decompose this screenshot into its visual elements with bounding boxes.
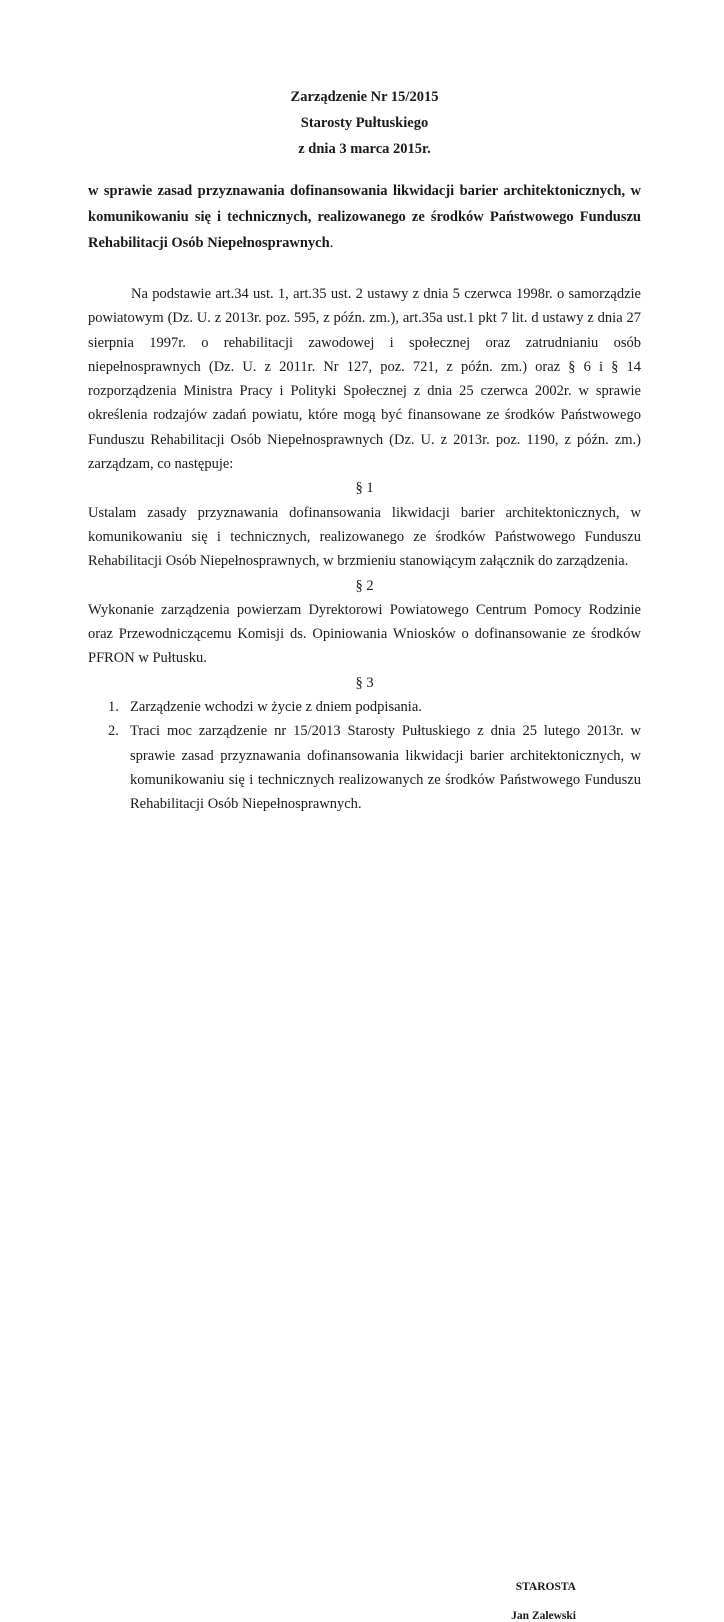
section-3-label: § 3 — [355, 674, 374, 691]
section-1-label: § 1 — [355, 480, 374, 497]
list-item-text: Zarządzenie wchodzi w życie z dniem podpisania. — [130, 699, 422, 716]
title-line-1: Zarządzenie Nr 15/2015 — [290, 89, 439, 105]
document-title — [88, 84, 641, 162]
subject-tail: . — [329, 235, 334, 251]
signature-name: Jan Zalewski — [511, 1609, 576, 1622]
section-3-list — [88, 695, 641, 816]
subject-text: w sprawie zasad przyznawania dofinansowania likwidacji barier architektonicznych, w komunikowaniu się i technicznych, realizowanego ze środków Państwowego Funduszu Rehabilitacji Osób Niepełnosprawnych — [88, 183, 641, 251]
list-item — [88, 719, 641, 816]
section-1-text: Ustalam zasady przyznawania dofinansowania likwidacji barier architektonicznych, w komunikowaniu się i technicznych, realizowanego ze środków Państwowego Funduszu Rehabilitacji Osób Niepełnosprawnych, w brzmieniu stanowiącym załącznik do zarządzenia. — [88, 504, 641, 570]
title-line-2: Starosty Pułtuskiego — [300, 115, 429, 131]
list-item-number: 1. — [108, 699, 119, 716]
signature-role: STAROSTA — [515, 1580, 576, 1593]
document-subject — [88, 178, 641, 256]
preamble-paragraph: Na podstawie art.34 ust. 1, art.35 ust. 2 ustawy z dnia 5 czerwca 1998r. o samorządzie powiatowym (Dz. U. z 2013r. poz. 595, z późn. zm.), art.35a ust.1 pkt 7 lit. d ustawy z dnia 27 sierpnia 1997r. o rehabilitacji zawodowej i społecznej oraz zatrudnianiu osób niepełnosprawnych (Dz. U. z 2011r. Nr 127, poz. 721, z późn. zm.) oraz § 6 i § 14 rozporządzenia Ministra Pracy i Polityki Społecznej z dnia 25 czerwca 2002r. w sprawie określenia rodzajów zadań powiatu, które mogą być finansowane ze środków Państwowego Funduszu Rehabilitacji Osób Niepełnosprawnych (Dz. U. z 2013r. poz. 1190, z późn. zm.) zarządzam, co następuje: — [88, 286, 641, 473]
document-page — [88, 84, 641, 1622]
section-2-label: § 2 — [355, 577, 374, 594]
list-item-text: Traci moc zarządzenie nr 15/2013 Starosty Pułtuskiego z dnia 25 lutego 2013r. w sprawie zasad przyznawania dofinansowania likwidacji barier architektonicznych, w komunikowaniu się i technicznych realizowanych ze środków Państwowego Funduszu Rehabilitacji Osób Niepełnosprawnych. — [130, 723, 641, 813]
section-2-text: Wykonanie zarządzenia powierzam Dyrektorowi Powiatowego Centrum Pomocy Rodzinie oraz Przewodniczącemu Komisji ds. Opiniowania Wniosków o dofinansowanie ze środków PFRON w Pułtusku. — [88, 601, 641, 667]
title-line-3: z dnia 3 marca 2015r. — [298, 141, 431, 157]
list-item-number: 2. — [108, 723, 119, 740]
list-item — [88, 695, 641, 719]
